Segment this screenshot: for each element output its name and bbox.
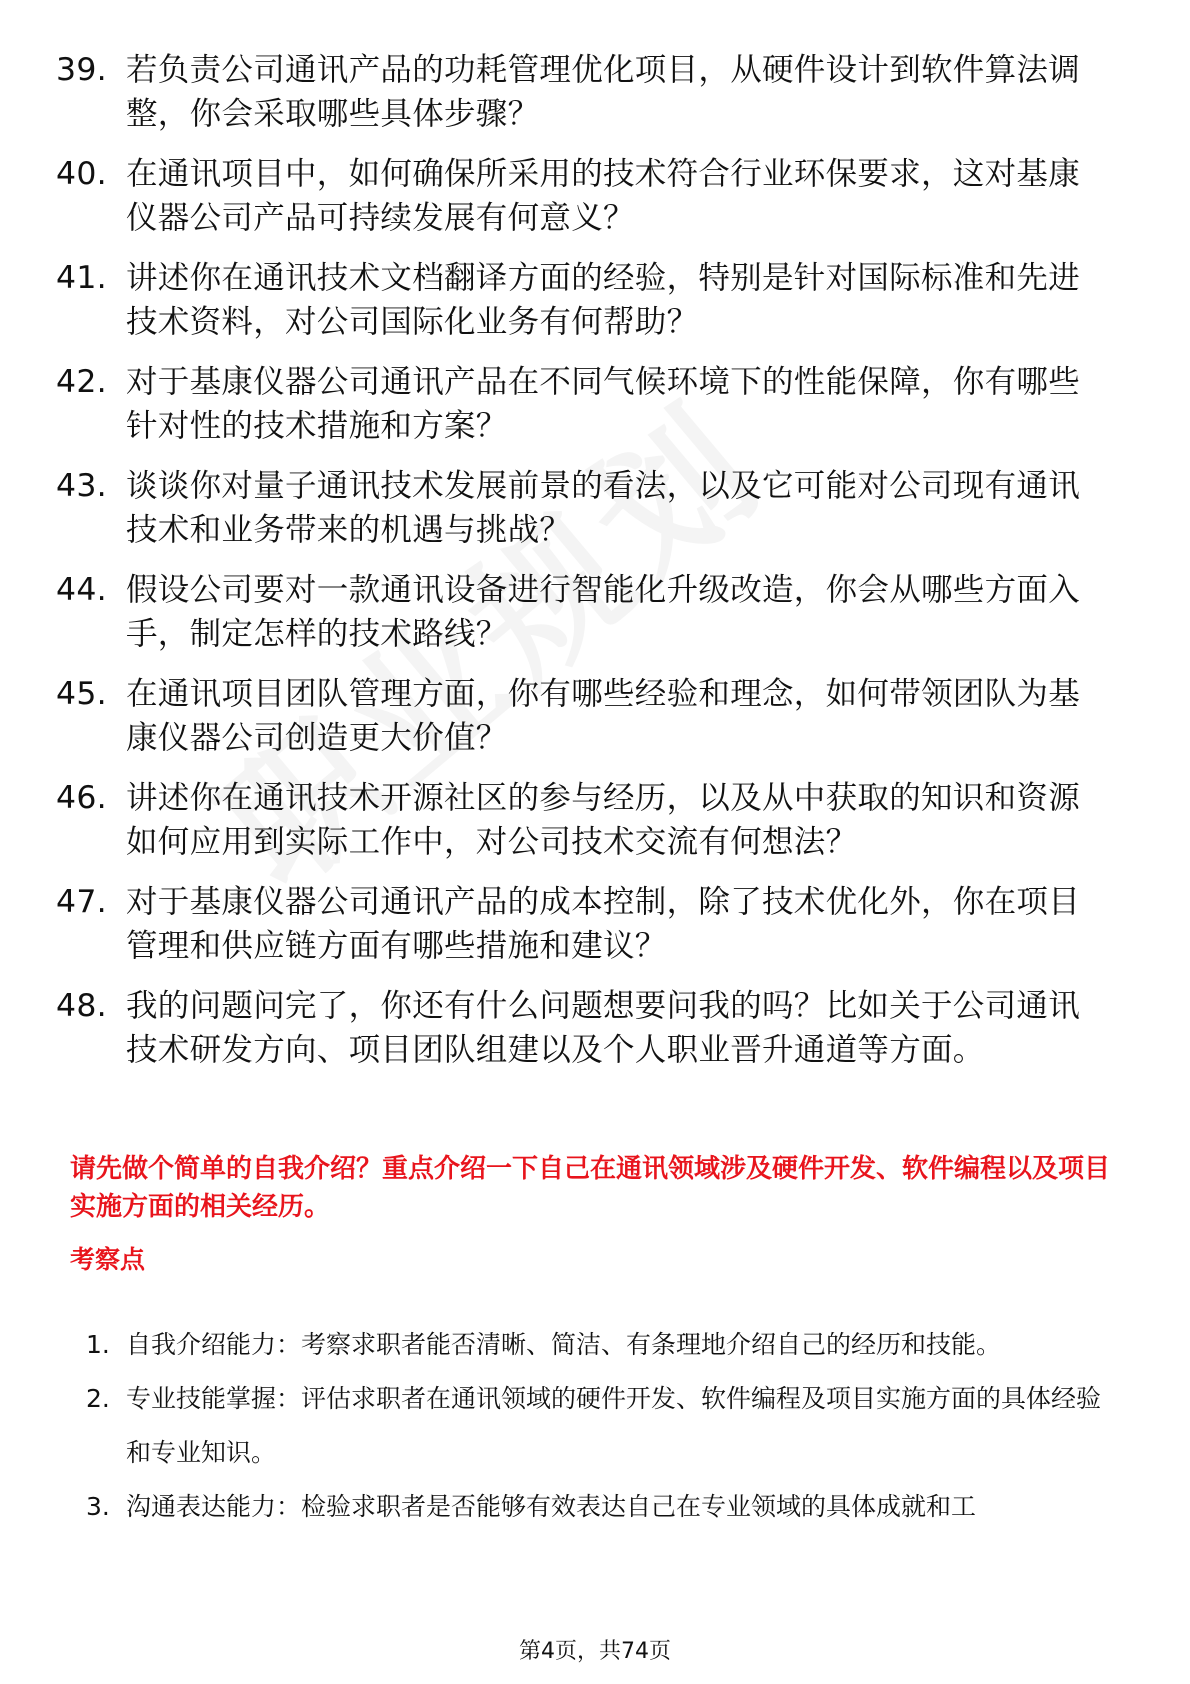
question-item — [0, 48, 1106, 136]
section-title: 考察点 — [70, 1245, 146, 1274]
assessment-point — [0, 1480, 1120, 1534]
question-item — [0, 256, 1106, 344]
question-text: 讲述你在通讯技术文档翻译方面的经验，特别是针对国际标准和先进技术资料，对公司国际化业务有何帮助？ — [126, 260, 1081, 340]
question-number: 46. — [56, 780, 107, 816]
point-number: 2. — [86, 1384, 110, 1413]
question-number: 48. — [56, 988, 107, 1024]
question-text: 谈谈你对量子通讯技术发展前景的看法，以及它可能对公司现有通讯技术和业务带来的机遇与挑战？ — [126, 468, 1081, 548]
question-item — [0, 672, 1106, 760]
question-text: 对于基康仪器公司通讯产品的成本控制，除了技术优化外，你在项目管理和供应链方面有哪些措施和建议？ — [126, 884, 1081, 964]
question-item — [0, 464, 1106, 552]
question-text: 我的问题问完了，你还有什么问题想要问我的吗？比如关于公司通讯技术研发方向、项目团队组建以及个人职业晋升通道等方面。 — [126, 988, 1081, 1068]
question-item — [0, 776, 1106, 864]
question-item — [0, 880, 1106, 968]
question-text: 若负责公司通讯产品的功耗管理优化项目，从硬件设计到软件算法调整，你会采取哪些具体步骤？ — [126, 52, 1081, 132]
question-text: 在通讯项目团队管理方面，你有哪些经验和理念，如何带领团队为基康仪器公司创造更大价值？ — [126, 676, 1081, 756]
question-number: 40. — [56, 156, 107, 192]
question-text: 假设公司要对一款通讯设备进行智能化升级改造，你会从哪些方面入手，制定怎样的技术路线？ — [126, 572, 1081, 652]
question-item — [0, 360, 1106, 448]
question-text: 讲述你在通讯技术开源社区的参与经历，以及从中获取的知识和资源如何应用到实际工作中，对公司技术交流有何想法？ — [126, 780, 1081, 860]
question-item — [0, 568, 1106, 656]
point-number: 1. — [86, 1330, 110, 1359]
point-text: 沟通表达能力：检验求职者是否能够有效表达自己在专业领域的具体成就和工 — [126, 1492, 977, 1521]
assessment-point — [0, 1372, 1120, 1480]
question-item — [0, 152, 1106, 240]
point-text: 自我介绍能力：考察求职者能否清晰、简洁、有条理地介绍自己的经历和技能。 — [126, 1330, 1002, 1359]
question-list — [0, 48, 1190, 1088]
question-item — [0, 984, 1106, 1072]
question-number: 47. — [56, 884, 107, 920]
question-number: 45. — [56, 676, 107, 712]
question-number: 42. — [56, 364, 107, 400]
assessment-point — [0, 1318, 1120, 1372]
question-number: 43. — [56, 468, 107, 504]
question-text: 对于基康仪器公司通讯产品在不同气候环境下的性能保障，你有哪些针对性的技术措施和方案？ — [126, 364, 1081, 444]
point-number: 3. — [86, 1492, 110, 1521]
assessment-points-list — [0, 1318, 1190, 1534]
question-text: 在通讯项目中，如何确保所采用的技术符合行业环保要求，这对基康仪器公司产品可持续发展有何意义？ — [126, 156, 1081, 236]
page-footer: 第4页，共74页 — [519, 1639, 671, 1664]
point-text: 专业技能掌握：评估求职者在通讯领域的硬件开发、软件编程及项目实施方面的具体经验和专业知识。 — [126, 1384, 1102, 1467]
question-number: 41. — [56, 260, 107, 296]
highlight-question: 请先做个简单的自我介绍？重点介绍一下自己在通讯领域涉及硬件开发、软件编程以及项目实施方面的相关经历。 — [70, 1154, 1111, 1222]
question-number: 44. — [56, 572, 107, 608]
question-number: 39. — [56, 52, 107, 88]
